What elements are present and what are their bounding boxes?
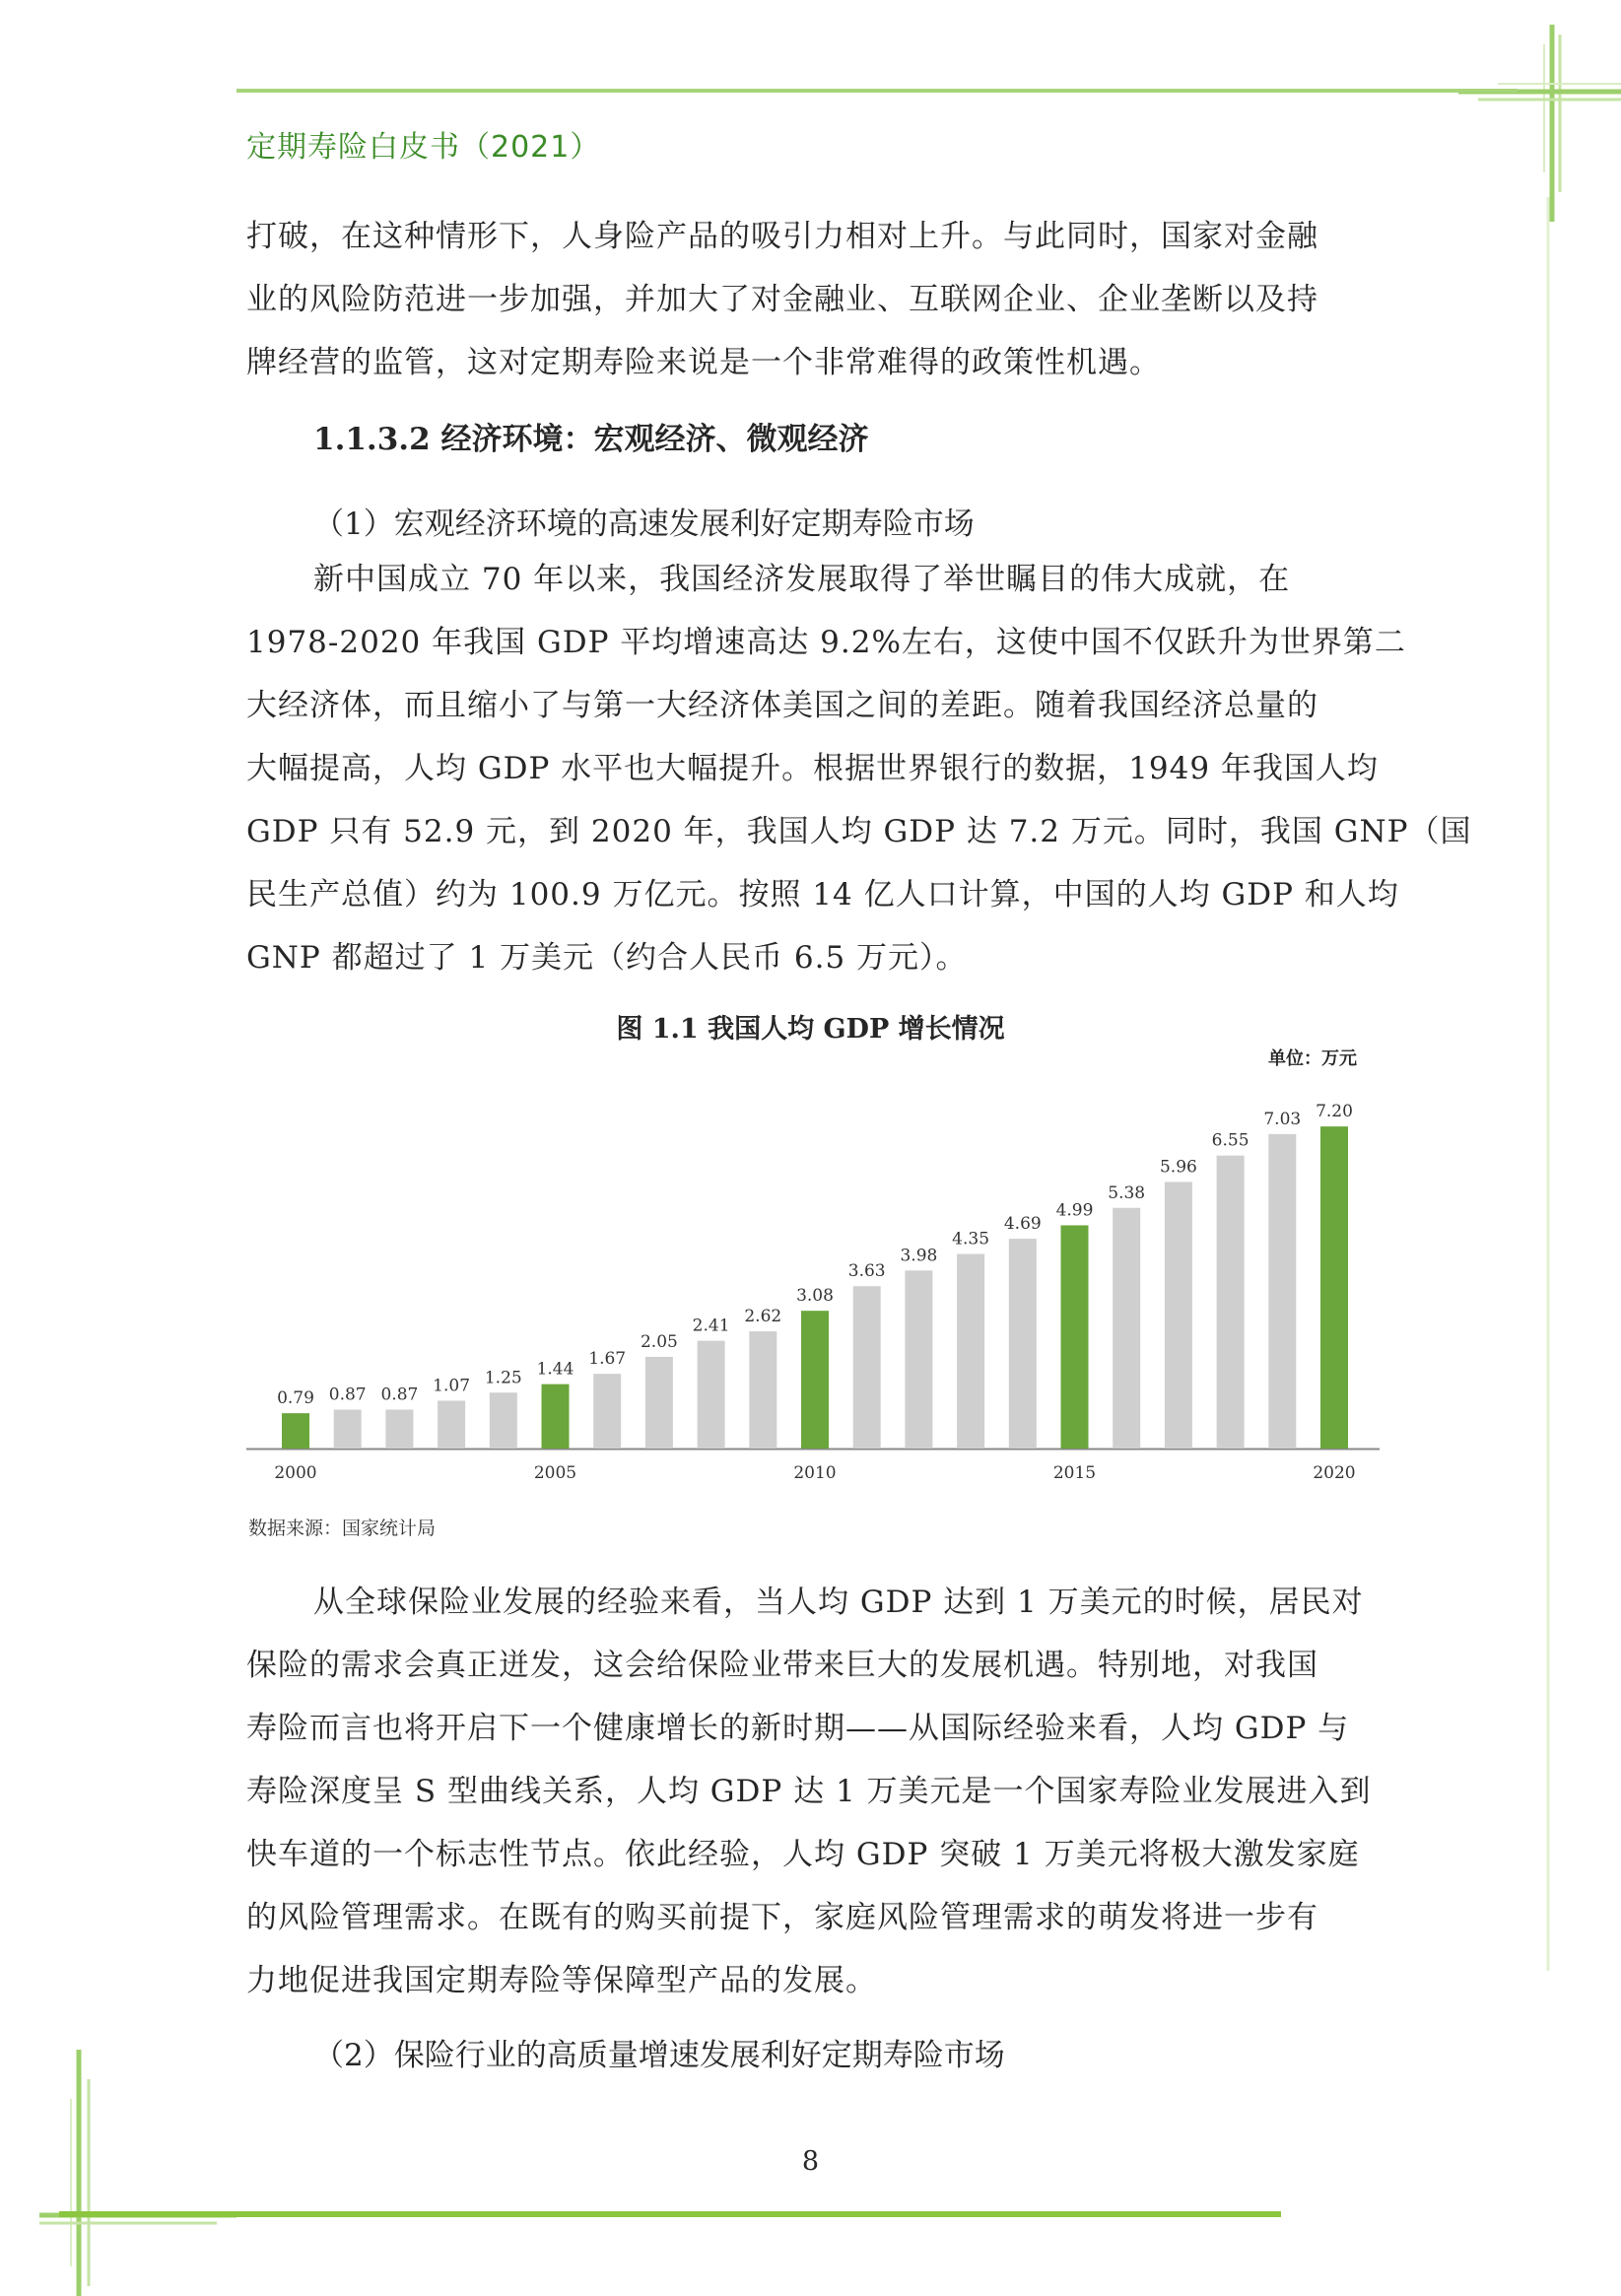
chart-unit-label: 单位：万元 bbox=[1268, 1048, 1357, 1069]
bar-2013 bbox=[957, 1254, 984, 1449]
bar-2006 bbox=[593, 1374, 621, 1449]
text-line: 寿险而言也将开启下一个健康增长的新时期——从国际经验来看，人均 GDP 与 bbox=[246, 1711, 1350, 1746]
text-line: 力地促进我国定期寿险等保障型产品的发展。 bbox=[246, 1963, 877, 1998]
text-line: GDP 只有 52.9 元，到 2020 年，我国人均 GDP 达 7.2 万元。同时，我国 GNP（国 bbox=[246, 814, 1472, 849]
value-label-2006: 1.67 bbox=[588, 1349, 627, 1370]
value-label-2016: 5.38 bbox=[1108, 1182, 1146, 1203]
value-label-2014: 4.69 bbox=[1003, 1214, 1042, 1235]
bar-2017 bbox=[1165, 1182, 1192, 1449]
text-line: 大经济体，而且缩小了与第一大经济体美国之间的差距。随着我国经济总量的 bbox=[246, 688, 1318, 723]
bar-2000 bbox=[282, 1413, 309, 1449]
paragraph-1 bbox=[246, 205, 1380, 394]
value-label-2009: 2.62 bbox=[744, 1307, 782, 1327]
bar-2002 bbox=[385, 1410, 413, 1449]
chart-title: 图 1.1 我国人均 GDP 增长情况 bbox=[616, 1014, 1005, 1045]
bar-2010 bbox=[801, 1311, 829, 1449]
x-tick-label-2005: 2005 bbox=[533, 1463, 577, 1483]
text-line: 大幅提高，人均 GDP 水平也大幅提升。根据世界银行的数据，1949 年我国人均 bbox=[246, 751, 1379, 786]
value-label-2010: 3.08 bbox=[796, 1286, 834, 1307]
bar-2011 bbox=[853, 1286, 881, 1449]
value-label-2015: 4.99 bbox=[1055, 1200, 1094, 1221]
chart-source: 数据来源：国家统计局 bbox=[248, 1518, 437, 1539]
value-label-2019: 7.03 bbox=[1263, 1109, 1302, 1129]
paragraph-3 bbox=[246, 1571, 1380, 2012]
bar-2005 bbox=[542, 1384, 570, 1449]
text-line: 1978-2020 年我国 GDP 平均增速高达 9.2%左右，这使中国不仅跃升为世界第二 bbox=[246, 625, 1406, 660]
value-label-2020: 7.20 bbox=[1316, 1102, 1353, 1122]
x-tick-label-2000: 2000 bbox=[274, 1463, 317, 1483]
text-line: 的风险管理需求。在既有的购买前提下，家庭风险管理需求的萌发将进一步有 bbox=[246, 1900, 1318, 1935]
text-line: 牌经营的监管，这对定期寿险来说是一个非常难得的政策性机遇。 bbox=[246, 345, 1161, 380]
bar-2003 bbox=[438, 1400, 465, 1449]
bar-2008 bbox=[698, 1341, 725, 1449]
value-label-2017: 5.96 bbox=[1159, 1157, 1197, 1178]
text-line: 从全球保险业发展的经验来看，当人均 GDP 达到 1 万美元的时候，居民对 bbox=[313, 1585, 1364, 1620]
top-line-decoration bbox=[236, 85, 1518, 97]
text-line: 保险的需求会真正迸发，这会给保险业带来巨大的发展机遇。特别地，对我国 bbox=[246, 1648, 1318, 1683]
value-label-2000: 0.79 bbox=[277, 1388, 314, 1409]
bar-2019 bbox=[1268, 1134, 1296, 1449]
bar-2020 bbox=[1320, 1126, 1348, 1449]
value-label-2002: 0.87 bbox=[380, 1384, 419, 1405]
paragraph-2 bbox=[246, 548, 1472, 989]
text-line: 民生产总值）约为 100.9 万亿元。按照 14 亿人口计算，中国的人均 GDP 和人均 bbox=[246, 877, 1399, 912]
text-line: 打破，在这种情形下，人身险产品的吸引力相对上升。与此同时，国家对金融 bbox=[246, 219, 1318, 254]
x-tick-label-2010: 2010 bbox=[793, 1463, 837, 1483]
value-label-2005: 1.44 bbox=[536, 1359, 574, 1380]
subsection-1-title: （1）宏观经济环境的高速发展利好定期寿险市场 bbox=[313, 506, 975, 542]
text-line: 寿险深度呈 S 型曲线关系，人均 GDP 达 1 万美元是一个国家寿险业发展进入到 bbox=[246, 1774, 1372, 1809]
bar-2015 bbox=[1061, 1225, 1089, 1449]
running-header: 定期寿险白皮书（2021） bbox=[246, 130, 601, 165]
text-line: 业的风险防范进一步加强，并加大了对金融业、互联网企业、企业垄断以及持 bbox=[246, 282, 1318, 317]
bar-2004 bbox=[490, 1392, 517, 1449]
right-line-decoration bbox=[1542, 197, 1554, 1971]
x-tick-label-2020: 2020 bbox=[1313, 1463, 1356, 1483]
page-number: 8 bbox=[801, 2146, 820, 2177]
text-line: 快车道的一个标志性节点。依此经验，人均 GDP 突破 1 万美元将极大激发家庭 bbox=[246, 1837, 1360, 1872]
subsection-2-title: （2）保险行业的高质量增速发展利好定期寿险市场 bbox=[313, 2038, 1005, 2073]
gdp-bar-chart bbox=[246, 1069, 1389, 1503]
bar-2016 bbox=[1113, 1208, 1140, 1449]
section-heading: 1.1.3.2 经济环境：宏观经济、微观经济 bbox=[313, 422, 869, 457]
bar-2001 bbox=[334, 1410, 362, 1449]
value-label-2007: 2.05 bbox=[640, 1331, 678, 1352]
value-label-2001: 0.87 bbox=[328, 1384, 367, 1405]
bar-2012 bbox=[905, 1270, 932, 1449]
value-label-2018: 6.55 bbox=[1211, 1130, 1250, 1151]
bar-2007 bbox=[645, 1357, 673, 1449]
x-tick-label-2015: 2015 bbox=[1052, 1463, 1097, 1483]
text-line: GNP 都超过了 1 万美元（约合人民币 6.5 万元）。 bbox=[246, 940, 968, 976]
value-label-2013: 4.35 bbox=[952, 1229, 990, 1249]
bar-2018 bbox=[1217, 1156, 1245, 1449]
value-label-2004: 1.25 bbox=[484, 1368, 522, 1388]
top-right-decoration bbox=[1458, 25, 1621, 222]
value-label-2003: 1.07 bbox=[433, 1376, 471, 1396]
value-label-2012: 3.98 bbox=[900, 1246, 938, 1266]
value-label-2011: 3.63 bbox=[847, 1261, 886, 1282]
text-line: 新中国成立 70 年以来，我国经济发展取得了举世瞩目的伟大成就，在 bbox=[313, 562, 1291, 597]
bar-2009 bbox=[749, 1331, 777, 1449]
bottom-line-decoration bbox=[59, 2207, 1281, 2221]
value-label-2008: 2.41 bbox=[692, 1316, 730, 1336]
bar-2014 bbox=[1009, 1239, 1037, 1449]
